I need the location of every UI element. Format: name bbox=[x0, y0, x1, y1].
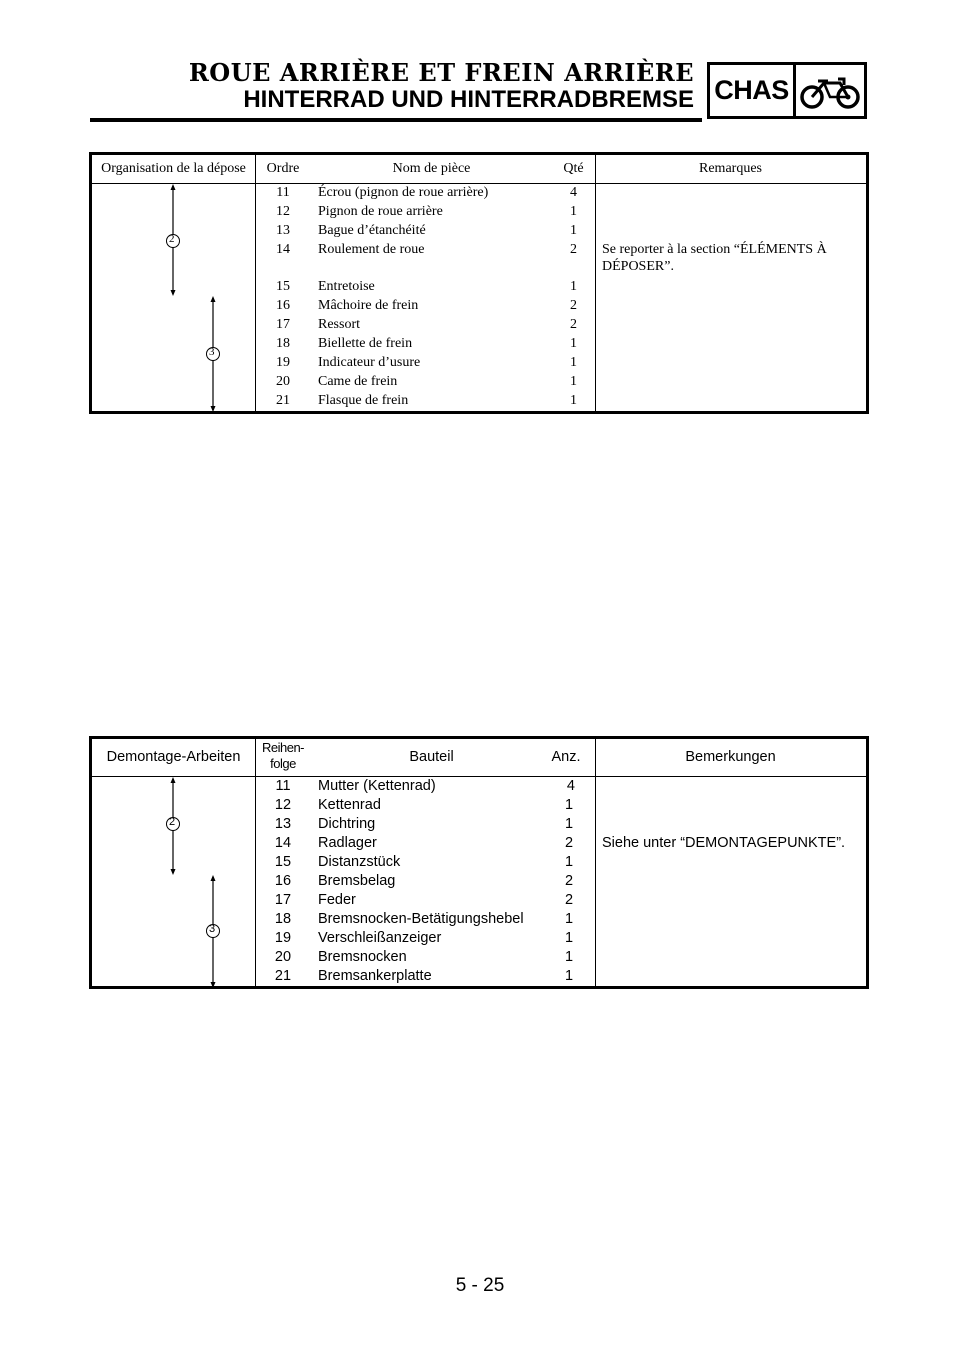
row-part-name: Feder bbox=[318, 892, 356, 908]
row-part-name: Came de frein bbox=[318, 374, 398, 389]
row-qty: 4 bbox=[570, 185, 577, 200]
column-divider bbox=[595, 155, 596, 411]
row-part-name: Bremsnocken bbox=[318, 949, 407, 965]
remarks-text: Siehe unter “DEMONTAGEPUNKTE”. bbox=[602, 835, 846, 851]
row-part-name: Indicateur d’usure bbox=[318, 355, 421, 370]
removal-table-de bbox=[89, 736, 869, 989]
row-order: 14 bbox=[274, 835, 292, 851]
row-qty: 1 bbox=[564, 797, 574, 813]
row-part-name: Écrou (pignon de roue arrière) bbox=[318, 185, 489, 200]
row-order: 15 bbox=[276, 279, 290, 294]
row-part-name: Roulement de roue bbox=[318, 242, 425, 257]
row-qty: 1 bbox=[570, 223, 577, 238]
row-order: 18 bbox=[276, 336, 290, 351]
row-order: 21 bbox=[274, 968, 292, 984]
row-order: 12 bbox=[274, 797, 292, 813]
removal-table-fr bbox=[89, 152, 869, 414]
col-header-part: Nom de pièce bbox=[392, 161, 471, 176]
row-order: 17 bbox=[276, 317, 290, 332]
header-rule bbox=[90, 118, 702, 122]
row-qty: 2 bbox=[570, 298, 577, 313]
column-divider bbox=[595, 739, 596, 986]
row-order: 11 bbox=[275, 778, 291, 794]
row-qty: 1 bbox=[564, 968, 574, 984]
table-header bbox=[92, 739, 866, 777]
row-qty: 2 bbox=[564, 873, 574, 889]
group-arrows bbox=[92, 776, 255, 990]
row-order: 19 bbox=[274, 930, 292, 946]
page-title-fr: ROUE ARRIÈRE ET FREIN ARRIÈRE bbox=[188, 58, 694, 87]
table-header bbox=[92, 155, 866, 184]
col-header-order-line2: folge bbox=[270, 756, 296, 771]
row-order: 20 bbox=[274, 949, 292, 965]
row-order: 16 bbox=[274, 873, 292, 889]
remarks-line-1: Se reporter à la section “ÉLÉMENTS À bbox=[602, 242, 827, 257]
row-part-name: Bremsnocken-Betätigungshebel bbox=[318, 911, 524, 927]
col-header-organisation: Organisation de la dépose bbox=[101, 161, 246, 176]
row-part-name: Distanzstück bbox=[318, 854, 401, 870]
row-order: 21 bbox=[276, 393, 290, 408]
row-qty: 1 bbox=[564, 816, 574, 832]
row-order: 17 bbox=[274, 892, 292, 908]
row-part-name: Mutter (Kettenrad) bbox=[318, 778, 436, 794]
row-part-name: Dichtring bbox=[318, 816, 376, 832]
col-header-order-line1: Reihen- bbox=[261, 740, 305, 755]
section-badge bbox=[707, 62, 867, 119]
row-qty: 1 bbox=[564, 911, 574, 927]
row-part-name: Verschleißanzeiger bbox=[318, 930, 442, 946]
row-order: 14 bbox=[276, 242, 290, 257]
col-header-qty: Qté bbox=[563, 161, 584, 176]
col-header-disassembly: Demontage-Arbeiten bbox=[106, 749, 241, 765]
row-order: 13 bbox=[274, 816, 292, 832]
row-order: 19 bbox=[276, 355, 290, 370]
row-qty: 2 bbox=[564, 835, 574, 851]
remarks-line-2: DÉPOSER”. bbox=[602, 259, 674, 274]
row-order: 15 bbox=[274, 854, 292, 870]
row-qty: 4 bbox=[566, 778, 575, 794]
group-arrows bbox=[92, 183, 255, 413]
row-qty: 1 bbox=[570, 279, 577, 294]
row-qty: 1 bbox=[570, 374, 577, 389]
row-qty: 1 bbox=[570, 336, 577, 351]
row-qty: 2 bbox=[570, 317, 577, 332]
group-label-2: 2 bbox=[169, 233, 175, 245]
row-part-name: Pignon de roue arrière bbox=[318, 204, 443, 219]
row-part-name: Bague d’étanchéité bbox=[318, 223, 426, 238]
row-qty: 2 bbox=[564, 892, 574, 908]
row-qty: 1 bbox=[570, 355, 577, 370]
col-header-remarks: Bemerkungen bbox=[685, 749, 776, 765]
row-qty: 1 bbox=[564, 930, 574, 946]
row-order: 18 bbox=[274, 911, 292, 927]
row-part-name: Biellette de frein bbox=[318, 336, 413, 351]
col-header-remarks: Remarques bbox=[699, 161, 762, 176]
group-label-3: 3 bbox=[209, 923, 216, 935]
row-order: 20 bbox=[276, 374, 290, 389]
row-part-name: Mâchoire de frein bbox=[318, 298, 419, 313]
group-label-3: 3 bbox=[209, 346, 215, 358]
motorcycle-icon bbox=[796, 65, 864, 116]
row-part-name: Bremsankerplatte bbox=[318, 968, 432, 984]
section-badge-label: CHAS bbox=[710, 65, 796, 116]
row-part-name: Radlager bbox=[318, 835, 377, 851]
row-qty: 1 bbox=[570, 393, 577, 408]
page-title-de: HINTERRAD UND HINTERRADBREMSE bbox=[243, 86, 694, 113]
row-qty: 1 bbox=[564, 949, 574, 965]
col-header-part: Bauteil bbox=[409, 749, 454, 765]
row-order: 13 bbox=[276, 223, 290, 238]
row-qty: 1 bbox=[570, 204, 577, 219]
row-part-name: Flasque de frein bbox=[318, 393, 409, 408]
row-qty: 2 bbox=[570, 242, 577, 257]
row-part-name: Kettenrad bbox=[318, 797, 381, 813]
row-order: 16 bbox=[276, 298, 290, 313]
page-number: 5 - 25 bbox=[455, 1275, 505, 1296]
col-header-qty: Anz. bbox=[551, 749, 581, 765]
row-part-name: Ressort bbox=[318, 317, 360, 332]
row-part-name: Entretoise bbox=[318, 279, 375, 294]
row-part-name: Bremsbelag bbox=[318, 873, 396, 889]
row-order: 11 bbox=[276, 185, 290, 200]
row-qty: 1 bbox=[564, 854, 574, 870]
col-header-order: Ordre bbox=[266, 161, 300, 176]
row-order: 12 bbox=[276, 204, 290, 219]
group-label-2: 2 bbox=[169, 816, 176, 828]
